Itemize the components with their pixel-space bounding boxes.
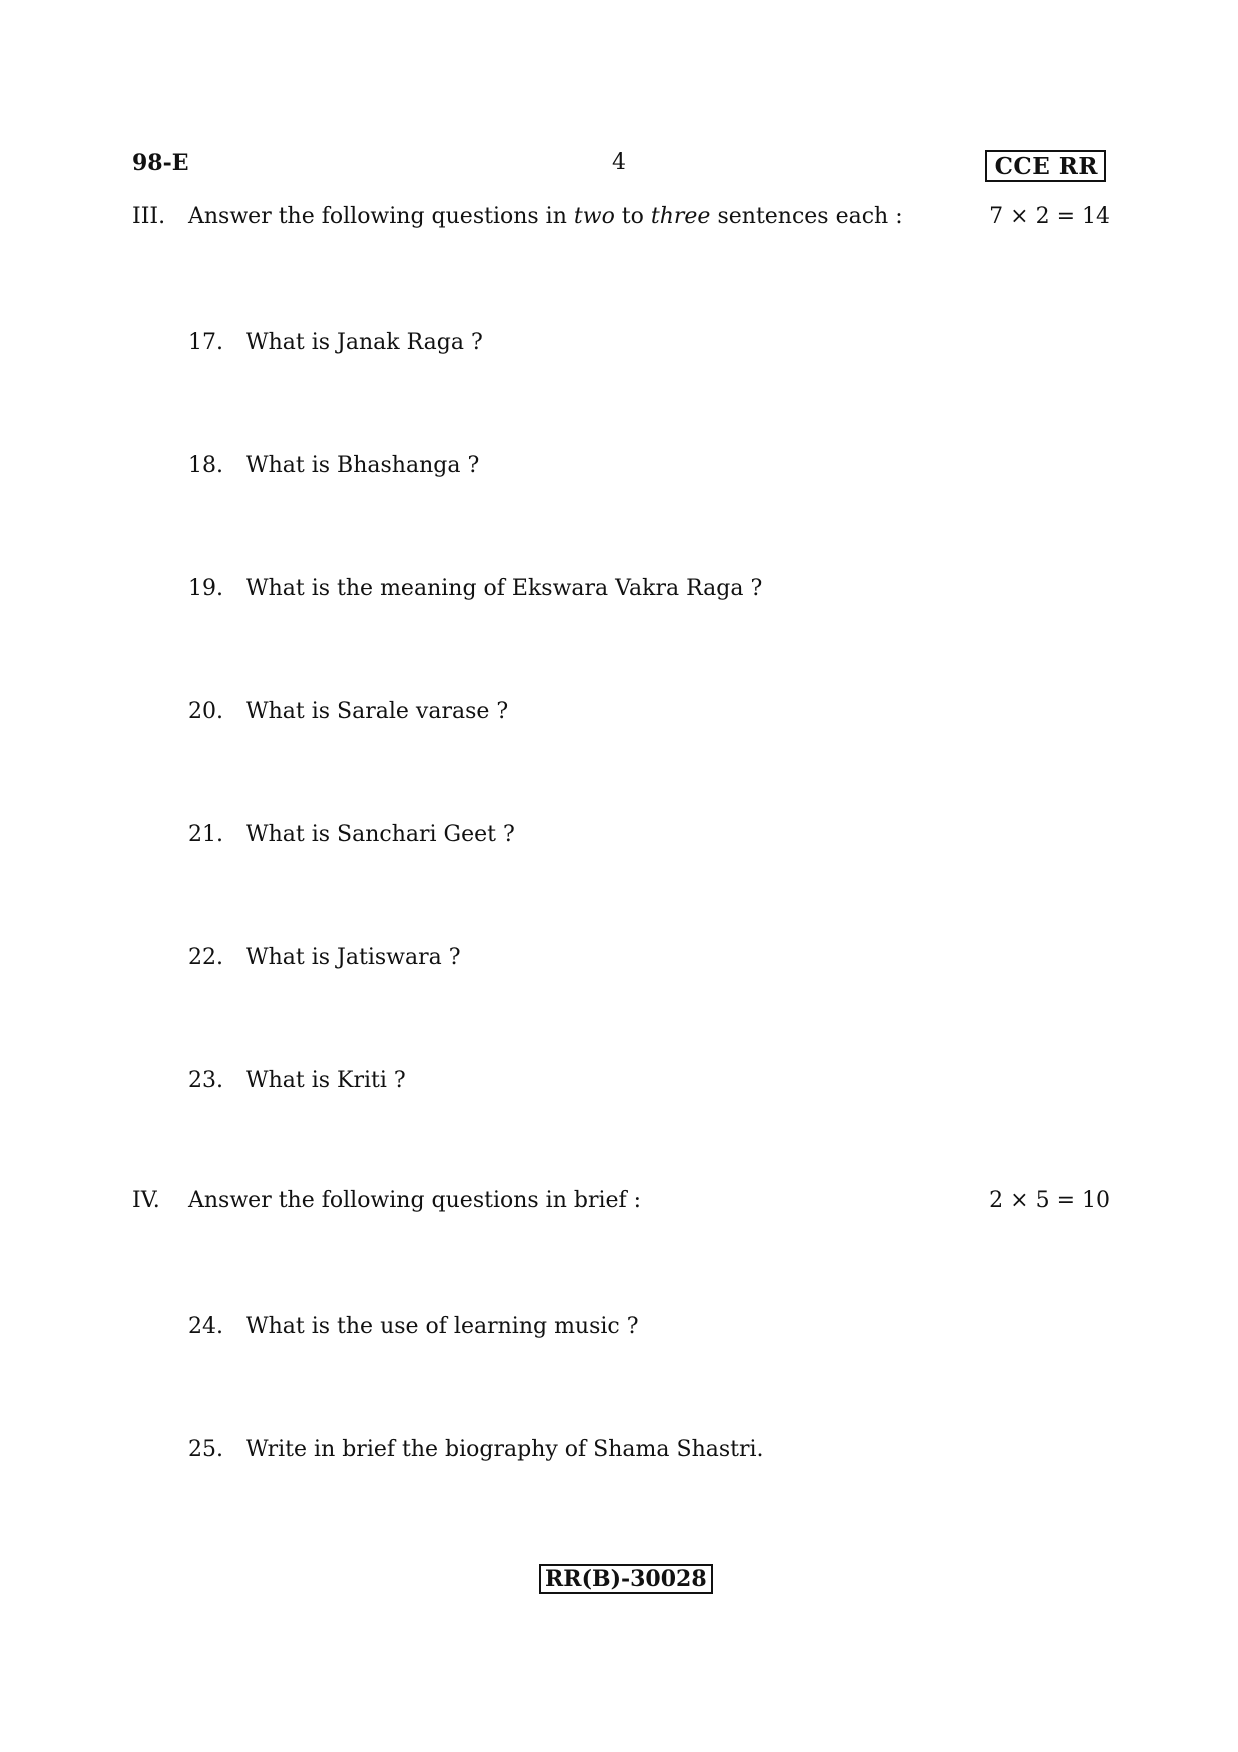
question-text: What is the use of learning music ? (246, 1314, 639, 1339)
question-number: 25. (188, 1437, 223, 1462)
question-number: 23. (188, 1068, 223, 1093)
exam-code-box: CCE RR (985, 150, 1106, 182)
question-number: 21. (188, 822, 223, 847)
section-4-marks: 2 × 5 = 10 (989, 1188, 1110, 1213)
question-text: What is Sarale varase ? (246, 699, 509, 724)
question-text: What is Jatiswara ? (246, 945, 461, 970)
question-text: What is the meaning of Ekswara Vakra Raga ? (246, 576, 763, 601)
section-3-number: III. (132, 204, 166, 229)
section-3-marks: 7 × 2 = 14 (989, 204, 1110, 229)
question-text: Write in brief the biography of Shama Shastri. (246, 1437, 764, 1462)
question-number: 18. (188, 453, 223, 478)
question-text: What is Sanchari Geet ? (246, 822, 515, 847)
section-4-number: IV. (132, 1188, 160, 1213)
paper-code: 98-E (132, 150, 189, 176)
question-text: What is Kriti ? (246, 1068, 406, 1093)
section-3-instruction: Answer the following questions in two to three sentences each : (188, 204, 903, 229)
question-text: What is Janak Raga ? (246, 330, 483, 355)
section-4-instruction: Answer the following questions in brief : (188, 1188, 642, 1213)
question-number: 22. (188, 945, 223, 970)
question-number: 20. (188, 699, 223, 724)
question-number: 19. (188, 576, 223, 601)
footer-code-box: RR(B)-30028 (539, 1564, 713, 1594)
page-number: 4 (612, 150, 626, 175)
question-text: What is Bhashanga ? (246, 453, 480, 478)
question-number: 17. (188, 330, 223, 355)
question-number: 24. (188, 1314, 223, 1339)
